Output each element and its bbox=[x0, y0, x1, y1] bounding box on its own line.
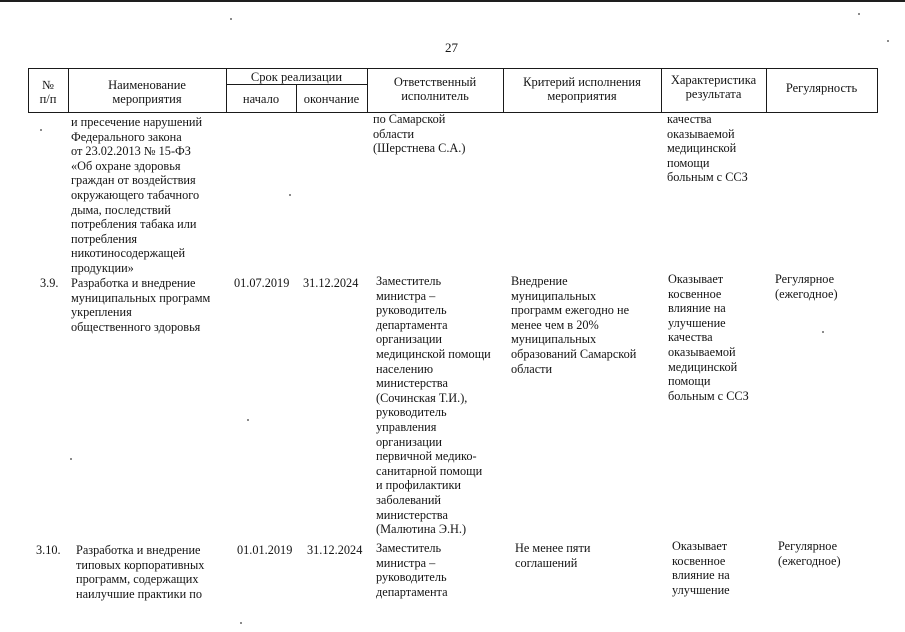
row-3-num: 3.10. bbox=[36, 543, 61, 557]
row-3-regularity: Регулярное (ежегодное) bbox=[778, 539, 841, 568]
scan-speck bbox=[858, 13, 860, 15]
row-2-responsible: Заместитель министра – руководитель департамента организации медицинской помощи населению министерства (Сочинская Т.И.), руководитель управления организации первичной медико- санитарной помощи и профилактики заболеваний министерства (Малютина Э.Н.) bbox=[376, 274, 491, 537]
scan-speck bbox=[247, 419, 249, 421]
header-responsible: Ответственный исполнитель bbox=[393, 75, 477, 103]
header-period: Срок реализации bbox=[250, 70, 343, 84]
header-name: Наименование мероприятия bbox=[108, 78, 186, 106]
header-end: окончание bbox=[303, 92, 360, 106]
row-2-criterion: Внедрение муниципальных программ ежегодно не менее чем в 20% муниципальных образований Самарской области bbox=[511, 274, 637, 376]
table-header bbox=[28, 68, 878, 113]
row-3-result: Оказывает косвенное влияние на улучшение bbox=[672, 539, 730, 597]
row-2-end: 31.12.2024 bbox=[303, 276, 359, 290]
row-3-end: 31.12.2024 bbox=[307, 543, 363, 557]
row-2-name: Разработка и внедрение муниципальных программ укрепления общественного здоровья bbox=[71, 276, 211, 334]
row-2-num: 3.9. bbox=[40, 276, 59, 290]
row-3-criterion: Не менее пяти соглашений bbox=[515, 541, 591, 570]
scan-speck bbox=[289, 194, 291, 196]
scan-speck bbox=[70, 458, 72, 460]
row-2-result: Оказывает косвенное влияние на улучшение качества оказываемой медицинской помощи больным с ССЗ bbox=[668, 272, 749, 403]
scan-speck bbox=[230, 18, 232, 20]
row-1-name: и пресечение нарушений Федерального закона от 23.02.2013 № 15-ФЗ «Об охране здоровья граждан от воздействия окружающего табачного дыма, последствий потребления табака или потребления никотиносодержащей продукции» bbox=[71, 115, 203, 275]
scan-speck bbox=[887, 40, 889, 42]
header-start: начало bbox=[242, 92, 280, 106]
row-1-responsible: по Самарской области (Шерстнева С.А.) bbox=[373, 112, 466, 156]
header-regularity: Регулярность bbox=[785, 81, 858, 95]
scan-speck bbox=[822, 331, 824, 333]
row-3-responsible: Заместитель министра – руководитель департамента bbox=[376, 541, 448, 599]
scan-speck bbox=[240, 622, 242, 624]
page-number: 27 bbox=[445, 40, 458, 55]
row-2-regularity: Регулярное (ежегодное) bbox=[775, 272, 838, 301]
header-result: Характеристика результата bbox=[670, 73, 757, 101]
header-num: № п/п bbox=[39, 78, 57, 106]
row-3-name: Разработка и внедрение типовых корпоративных программ, содержащих наилучшие практики по bbox=[76, 543, 205, 601]
row-3-start: 01.01.2019 bbox=[237, 543, 293, 557]
scan-speck bbox=[40, 129, 42, 131]
row-1-result: качества оказываемой медицинской помощи больным с ССЗ bbox=[667, 112, 748, 185]
row-2-start: 01.07.2019 bbox=[234, 276, 290, 290]
header-criterion: Критерий исполнения мероприятия bbox=[523, 75, 641, 103]
top-border-line bbox=[0, 0, 905, 2]
